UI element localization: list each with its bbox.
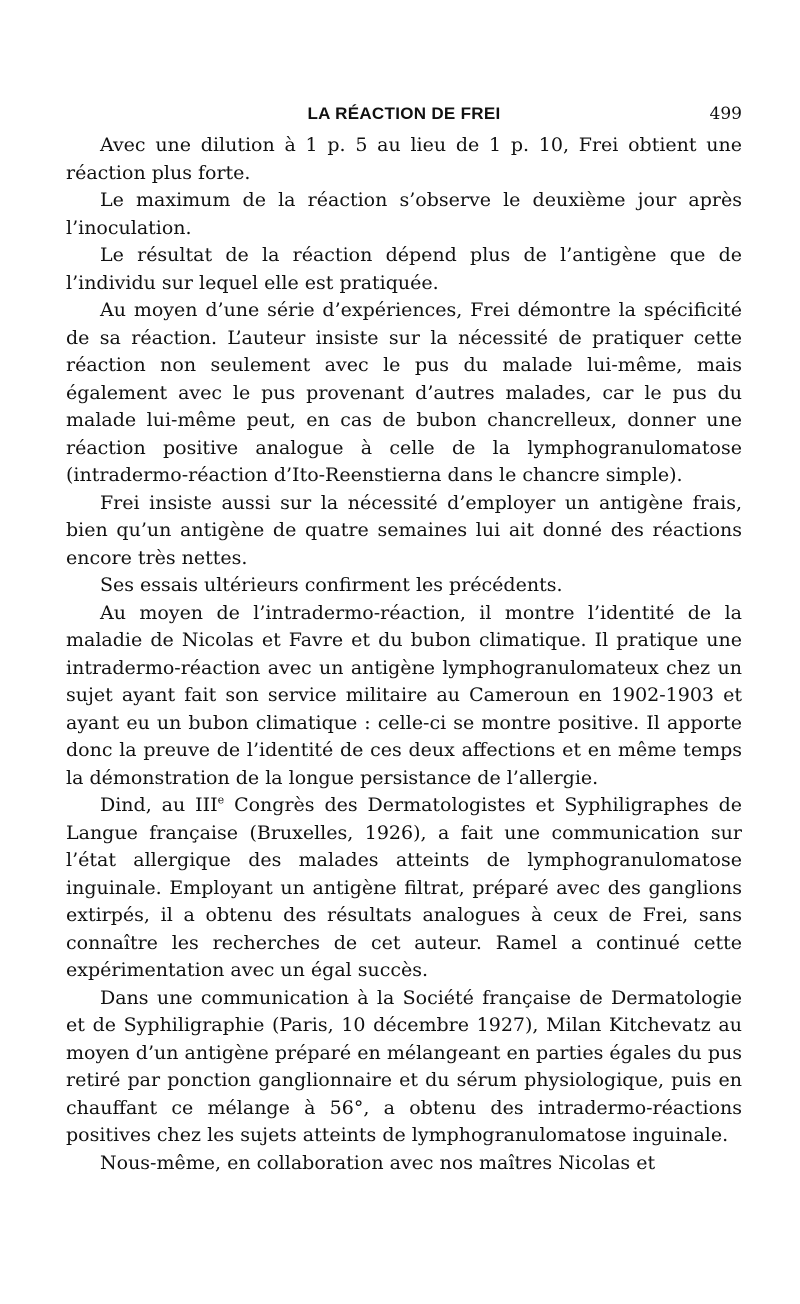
running-title: LA RÉACTION DE FREI (307, 104, 501, 123)
text-run: Dind, au III (100, 794, 218, 816)
paragraph: Au moyen de l’intradermo-réaction, il montre l’identité de la maladie de Nicolas et Favre et du bubon climatique. Il pratique une intradermo-réaction avec un antigène lymphogranulomateux chez un sujet ayant fait son service militaire au Cameroun en 1902-1903 et ayant eu un bubon climatique : celle-ci se montre positive. Il apporte donc la preuve de l’identité de ces deux affections et en même temps la démonstration de la longue persistance de l’allergie. (66, 601, 742, 789)
paragraph: Frei insiste aussi sur la nécessité d’employer un antigène frais, bien qu’un antigène de quatre semaines lui ait donné des réactions encore très nettes. (66, 491, 742, 569)
paragraph: Le résultat de la réaction dépend plus de l’antigène que de l’individu sur lequel elle est pratiquée. (66, 244, 742, 294)
body-text (66, 132, 742, 1177)
paragraph: Ses essais ultérieurs confirment les précédents. (100, 574, 563, 596)
page-header (66, 96, 742, 132)
paragraph: Le maximum de la réaction s’observe le deuxième jour après l’inoculation. (66, 189, 742, 239)
paragraph-dind (66, 792, 742, 985)
superscript: e (217, 793, 225, 807)
page-number: 499 (709, 104, 742, 124)
paragraph: Nous-même, en collaboration avec nos maîtres Nicolas et (100, 1151, 656, 1174)
document-page (66, 96, 742, 1177)
paragraph: Dans une communication à la Société française de Dermatologie et de Syphiligraphie (Paris, 10 décembre 1927), Milan Kitchevatz au moyen d’un antigène préparé en mélangeant en parties égales du pus retiré par ponction ganglionnaire et du sérum physiologique, puis en chauffant ce mélange à 56°, a obtenu des intradermo-réactions positives chez les sujets atteints de lymphogranulomatose inguinale. (66, 986, 742, 1146)
paragraph: Au moyen d’une série d’expériences, Frei démontre la spécificité de sa réaction. L’auteur insiste sur la nécessité de pratiquer cette réaction non seulement avec le pus du malade lui-même, mais également avec le pus provenant d’autres malades, car le pus du malade lui-même peut, en cas de bubon chancrelleux, donner une réaction positive analogue à celle de la lymphogranulomatose (intradermo-réaction d’Ito-Reenstierna dans le chancre simple). (66, 299, 742, 486)
text-run: Congrès des Dermatologistes et Syphiligraphes de Langue française (Bruxelles, 1926), a fait une communication sur l’état allergique des malades atteints de lymphogranulomatose inguinale. Employant un antigène filtrat, préparé avec des ganglions extirpés, il a obtenu des résultats analogues à ceux de Frei, sans connaître les recherches de cet auteur. Ramel a continué cette expérimentation avec un égal succès. (66, 794, 742, 981)
paragraph: Avec une dilution à 1 p. 5 au lieu de 1 p. 10, Frei obtient une réaction plus forte. (66, 134, 742, 184)
